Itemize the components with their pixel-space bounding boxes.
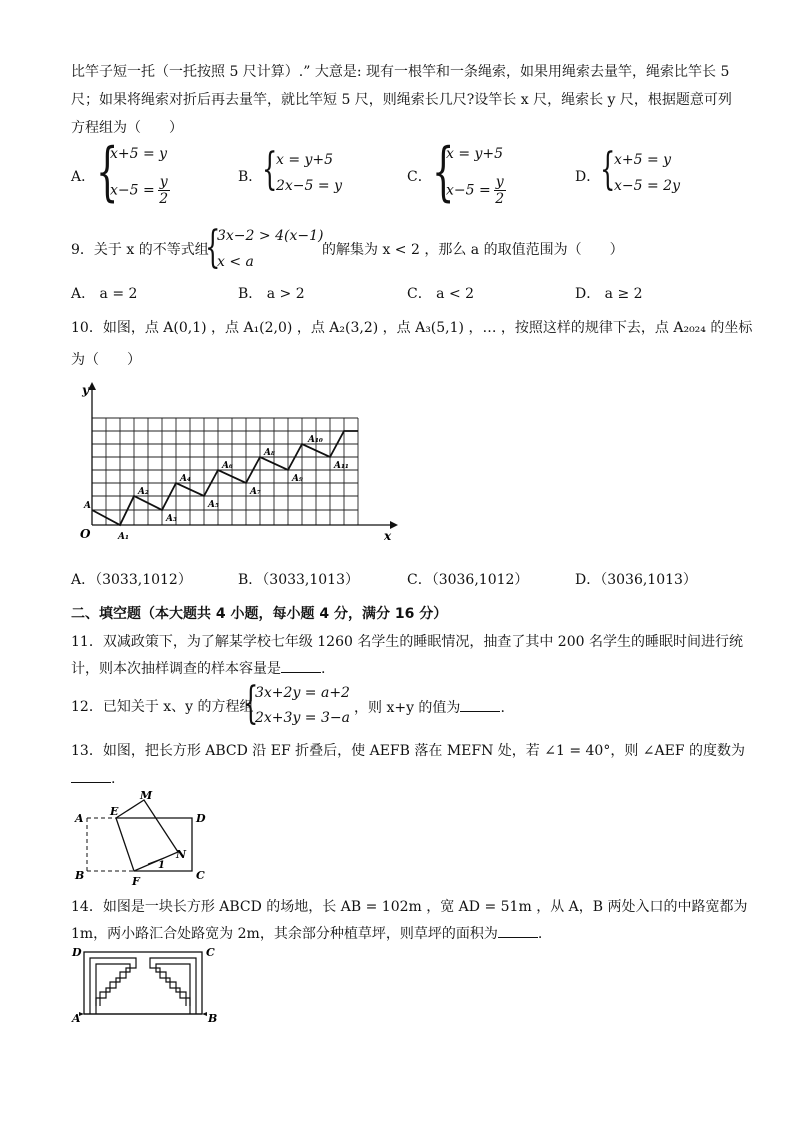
x-axis-label: x xyxy=(384,529,392,543)
q8-d-eq1: x+5 = y xyxy=(614,152,672,168)
q14-answer-blank xyxy=(498,923,538,938)
q8-b-eq1: x = y+5 xyxy=(276,152,334,168)
label-d: D xyxy=(72,946,82,959)
brace-icon: { xyxy=(205,222,221,273)
point-labels xyxy=(83,435,349,542)
q9-eq2: x < a xyxy=(217,254,254,270)
label-b: B xyxy=(75,869,85,882)
y-axis-arrow-icon xyxy=(88,382,96,390)
brace-icon: { xyxy=(600,144,616,195)
q10-option-a: A．（3033,1012） xyxy=(71,572,192,588)
point-label-a4: A₄ xyxy=(180,474,191,484)
point-label-a11: A₁₁ xyxy=(334,461,349,471)
brace-icon: { xyxy=(243,678,259,729)
q8-c-eq1: x = y+5 xyxy=(446,146,504,162)
q10-line-1: 10．如图，点 A(0,1) ，点 A₁(2,0) ，点 A₂(3,2) ，点 A₃(5,1) ，… ，按照这样的规律下去，点 A₂₀₂₄ 的坐标 xyxy=(71,320,753,336)
q13-answer-blank xyxy=(71,768,111,783)
q10-option-c: C．（3036,1012） xyxy=(407,572,529,588)
q12-answer-blank xyxy=(460,697,500,712)
q13-fold-figure xyxy=(72,788,212,888)
point-label-a10: A₁₀ xyxy=(308,435,323,445)
q13-line-1: 13．如图，把长方形 ABCD 沿 EF 折叠后，使 AEFB 落在 MEFN 处，若 ∠1 = 40°，则 ∠AEF 的度数为 xyxy=(71,743,746,759)
q12-eq2: 2x+3y = 3−a xyxy=(255,710,350,726)
q13-line-2: . xyxy=(71,768,115,789)
y-axis-label: y xyxy=(82,383,89,397)
q8-line-2: 尺；如果将绳索对折后再去量竿，就比竿短 5 尺，则绳索长几尺?设竿长 x 尺，绳索长 y 尺，根据题意可列 xyxy=(71,92,732,108)
q8-line-1: 比竿子短一托（一托按照 5 尺计算）.” 大意是: 现有一根竿和一条绳索，如果用绳索去量竿，绳索比竿长 5 xyxy=(71,64,730,80)
origin-label: O xyxy=(80,527,91,541)
brace-icon: { xyxy=(432,135,455,209)
q11-line-2: 计，则本次抽样调查的样本容量是 . xyxy=(71,658,325,679)
label-n: N xyxy=(176,848,187,861)
point-label-a: A xyxy=(84,501,91,511)
label-c: C xyxy=(206,946,215,959)
zigzag-path xyxy=(92,431,358,525)
brace-icon: { xyxy=(262,144,278,195)
point-label-a2: A₂ xyxy=(138,487,149,497)
point-label-a9: A₉ xyxy=(292,474,303,484)
q8-a-eq2: x−5 = $\frac{y}{2}$ xyxy=(110,174,169,207)
point-label-a7: A₇ xyxy=(250,487,261,497)
q8-option-d-label: D． xyxy=(575,169,601,185)
angle-1-label: 1 xyxy=(158,860,165,871)
label-c: C xyxy=(196,869,205,882)
q8-option-a-label: A． xyxy=(71,169,96,185)
point-label-a6: A₆ xyxy=(222,461,233,471)
q14-field-figure xyxy=(70,942,220,1024)
q9-option-c: C． a < 2 xyxy=(407,286,475,302)
label-b: B xyxy=(208,1012,218,1024)
q10-option-d: D．（3036,1013） xyxy=(575,572,697,588)
q8-a-eq1: x+5 = y xyxy=(110,146,168,162)
q12-suffix: ，则 x+y 的值为 . xyxy=(354,697,505,718)
q9-option-d: D． a ≥ 2 xyxy=(575,286,643,302)
label-m: M xyxy=(140,789,153,802)
q8-option-c-label: C． xyxy=(407,169,432,185)
point-label-a1: A₁ xyxy=(118,532,129,542)
q8-option-b-label: B． xyxy=(238,169,263,185)
q14-line-1: 14．如图是一块长方形 ABCD 的场地，长 AB = 102m ，宽 AD = 51m ，从 A，B 两处入口的中路宽都为 xyxy=(71,899,748,915)
q9-option-b: B． a > 2 xyxy=(238,286,305,302)
q8-d-eq2: x−5 = 2y xyxy=(614,178,680,194)
q8-c-eq2: x−5 = $\frac{y}{2}$ xyxy=(446,174,505,207)
q11-line-1: 11．双减政策下，为了解某学校七年级 1260 名学生的睡眠情况，抽查了其中 200 名学生的睡眠时间进行统 xyxy=(71,634,743,650)
q14-line-2: 1m，两小路汇合处路宽为 2m，其余部分种植草坪，则草坪的面积为 . xyxy=(71,923,542,944)
q9-suffix: 的解集为 x < 2 ，那么 a 的取值范围为（ ） xyxy=(322,242,624,258)
label-f: F xyxy=(132,875,140,888)
q9-prefix: 9．关于 x 的不等式组 xyxy=(71,242,209,258)
q11-answer-blank xyxy=(281,658,321,673)
label-a: A xyxy=(72,1012,81,1024)
x-axis-arrow-icon xyxy=(390,521,398,529)
section-2-title: 二、填空题（本大题共 4 小题，每小题 4 分，满分 16 分） xyxy=(71,606,448,622)
q10-option-b: B．（3033,1013） xyxy=(238,572,359,588)
label-a: A xyxy=(75,812,84,825)
q10-line-2: 为（ ） xyxy=(71,352,141,368)
label-e: E xyxy=(110,805,119,818)
q8-b-eq2: 2x−5 = y xyxy=(276,178,342,194)
point-label-a3: A₃ xyxy=(166,514,177,524)
label-d: D xyxy=(196,812,206,825)
brace-icon: { xyxy=(96,135,119,209)
q9-option-a: A． a = 2 xyxy=(71,286,138,302)
q12-eq1: 3x+2y = a+2 xyxy=(255,685,350,701)
q8-line-3: 方程组为（ ） xyxy=(71,120,183,136)
q12-prefix: 12．已知关于 x、y 的方程组 xyxy=(71,699,254,715)
q9-eq1: 3x−2 > 4(x−1) xyxy=(217,228,324,244)
point-label-a8: A₈ xyxy=(264,448,275,458)
q10-coordinate-graph xyxy=(78,380,398,545)
point-label-a5: A₅ xyxy=(208,500,219,510)
